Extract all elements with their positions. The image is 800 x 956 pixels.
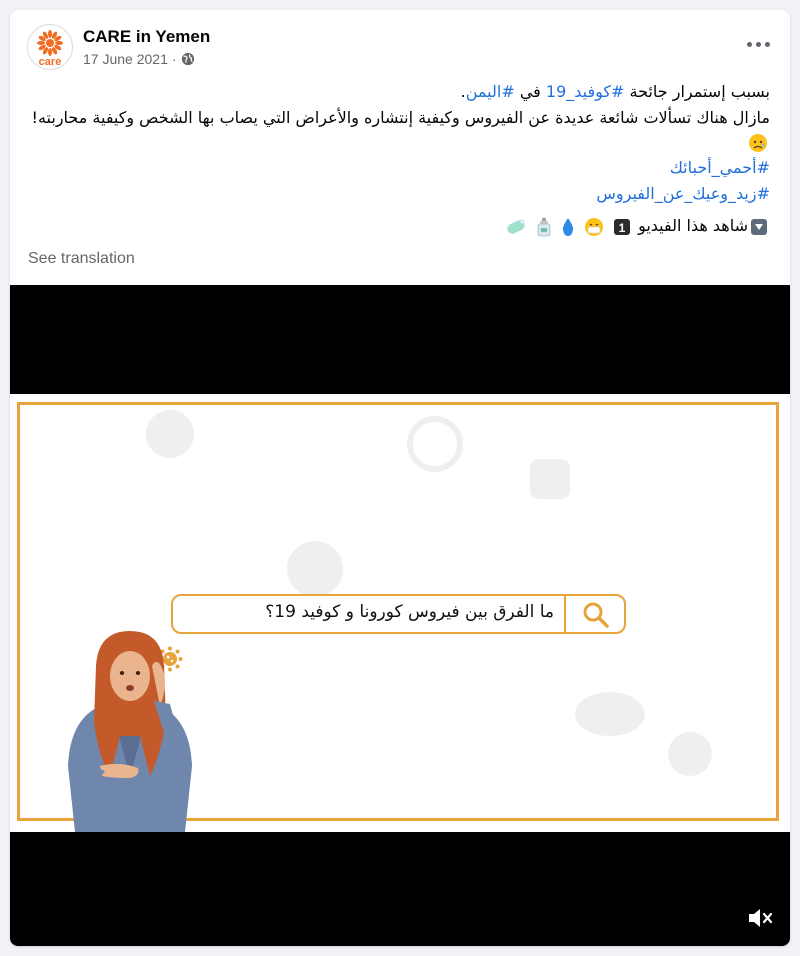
- soap-emoji: [505, 218, 527, 236]
- post-meta: [83, 51, 195, 67]
- mask-face-emoji: [584, 217, 604, 237]
- see-translation-link[interactable]: See translation: [28, 250, 135, 267]
- text-line-1-mid: في: [514, 82, 546, 101]
- more-options-icon: [747, 42, 752, 47]
- hashtag-yemen[interactable]: #اليمن: [465, 82, 515, 101]
- text-line-2-body: مازال هناك تسألات شائعة عديدة عن الفيروس وكيفية إنتشاره والأعراض التي يصاب بها الشخص وكيفية محاربته!: [31, 108, 770, 127]
- muted-speaker-icon[interactable]: [746, 905, 774, 931]
- droplet-emoji: [561, 217, 575, 237]
- page-avatar[interactable]: [27, 24, 73, 70]
- more-options-button[interactable]: [740, 30, 776, 58]
- keycap-1-emoji: [613, 218, 631, 236]
- post-header: [10, 10, 790, 74]
- video-search-bar: [171, 594, 626, 634]
- page-name[interactable]: CARE in Yemen: [83, 27, 211, 46]
- text-line-2: [30, 106, 770, 130]
- video-search-text: ما الفرق بين فيروس كورونا و كوفيد 19؟: [265, 602, 554, 622]
- text-line-2-emoji-row: [30, 130, 770, 154]
- care-logo: [28, 25, 72, 69]
- text-line-3: [30, 156, 770, 180]
- post-card: [10, 10, 790, 946]
- text-line-5-body: شاهد هذا الفيديو: [638, 216, 748, 235]
- hashtag-virus-awareness[interactable]: #زيد_وعيك_عن_الفيروس: [596, 184, 770, 203]
- video-player[interactable]: [10, 285, 790, 946]
- svg-text:1: 1: [618, 220, 626, 235]
- video-frame: [10, 394, 790, 832]
- search-icon: [582, 601, 610, 629]
- more-dot: [765, 42, 770, 47]
- more-dot: [756, 42, 761, 47]
- text-line-5: [30, 214, 770, 238]
- worried-face-emoji: [748, 133, 768, 153]
- post-text: [30, 80, 770, 240]
- sanitizer-emoji: [536, 217, 552, 237]
- text-line-1-suffix: .: [460, 82, 466, 101]
- post-date[interactable]: 17 June 2021: [83, 51, 168, 67]
- svg-text:care: care: [38, 56, 62, 68]
- search-divider: [564, 596, 566, 632]
- hashtag-covid19[interactable]: #كوفيد_19: [545, 82, 625, 101]
- text-line-4: [30, 182, 770, 206]
- down-arrow-emoji: [750, 218, 768, 236]
- text-line-1: [30, 80, 770, 104]
- hashtag-protect-loved-ones[interactable]: #أحمي_أحبائك: [669, 158, 770, 177]
- text-line-1-prefix: بسبب إستمرار جائحة: [624, 82, 770, 101]
- globe-icon: [181, 52, 195, 66]
- meta-separator: ·: [171, 51, 177, 67]
- sign-language-interpreter: [60, 626, 200, 832]
